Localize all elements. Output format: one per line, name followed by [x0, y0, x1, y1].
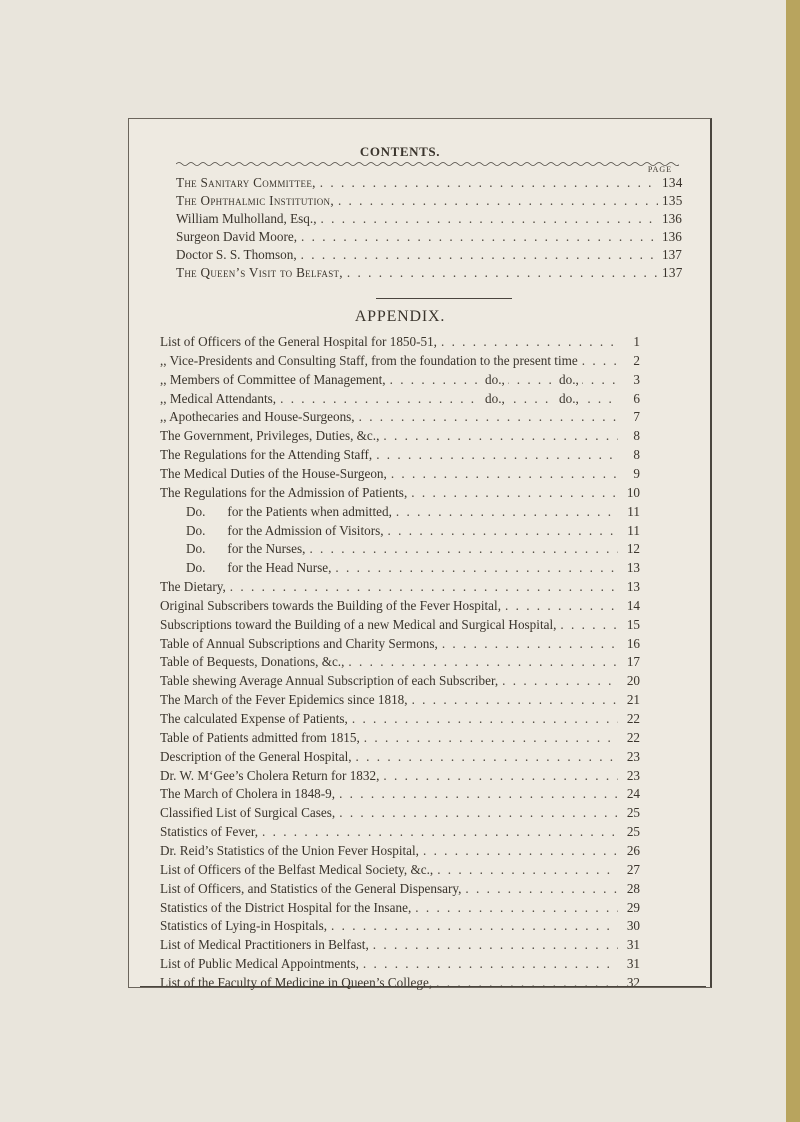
ditto-mark: do.,	[556, 372, 582, 388]
appendix-entry	[160, 654, 640, 672]
appendix-entry	[160, 428, 640, 446]
appendix-entry	[160, 768, 640, 786]
entry-page: 10	[626, 484, 640, 500]
entry-page: 137	[662, 265, 683, 280]
appendix-entry	[160, 409, 640, 427]
contents-title: CONTENTS.	[359, 144, 441, 159]
appendix-entry	[160, 598, 640, 616]
entry-page: 6	[633, 390, 640, 406]
entry-page: 23	[626, 767, 640, 783]
appendix-entry	[160, 673, 640, 691]
entry-page: 25	[626, 824, 640, 840]
entry-label: List of Public Medical Appointments,	[160, 956, 359, 972]
entry-page: 8	[633, 447, 640, 463]
entry-label: ,, Medical Attendants,	[160, 390, 277, 406]
entry-page: 20	[626, 673, 640, 689]
entry-label: List of Officers, and Statistics of the General Dispensary,	[160, 880, 462, 896]
entry-label: The Medical Duties of the House-Surgeon,	[160, 465, 387, 481]
appendix-entry	[160, 636, 640, 654]
entry-label: Dr. W. M‘Gee’s Cholera Return for 1832,	[160, 767, 380, 783]
entry-page: 24	[626, 786, 640, 802]
appendix-entry	[160, 711, 640, 729]
entry-label: Statistics of Fever,	[160, 824, 258, 840]
entry-label: Statistics of Lying-in Hospitals,	[160, 918, 328, 934]
entry-page: 12	[626, 541, 640, 557]
entry-label: The Ophthalmic Institution,	[176, 193, 334, 208]
contents-entry	[176, 247, 680, 265]
appendix-entry	[160, 749, 640, 767]
entry-label: List of the Faculty of Medicine in Queen’s College,	[160, 974, 433, 990]
entry-label: List of Officers of the Belfast Medical Society, &c.,	[160, 861, 434, 877]
entry-label: Do.	[186, 541, 206, 557]
entry-page: 13	[626, 560, 640, 576]
entry-page: 136	[662, 211, 682, 226]
appendix-entry	[160, 824, 640, 842]
entry-label: The Regulations for the Attending Staff,	[160, 447, 373, 463]
entry-label: The March of Cholera in 1848-9,	[160, 786, 336, 802]
appendix-entry	[160, 918, 640, 936]
appendix-entry	[160, 900, 640, 918]
entry-label: List of Officers of the General Hospital for 1850-51,	[160, 334, 437, 349]
appendix-entry	[160, 786, 640, 804]
entry-page: 9	[633, 465, 640, 481]
entry-page: 136	[662, 229, 682, 244]
appendix-title: APPENDIX.	[354, 308, 446, 325]
entry-page: 1	[633, 334, 640, 349]
entry-label: Do.	[186, 503, 206, 519]
entry-label: Doctor S. S. Thomson,	[176, 247, 297, 262]
entry-page: 27	[626, 861, 640, 877]
appendix-entry	[160, 391, 640, 409]
entry-page: 31	[626, 956, 640, 972]
entry-label: The Regulations for the Admission of Patients,	[160, 484, 408, 500]
entry-page: 16	[626, 635, 640, 651]
entry-page: 21	[626, 692, 640, 708]
section-divider	[376, 298, 512, 299]
appendix-entry	[160, 447, 640, 465]
appendix-entry	[160, 843, 640, 861]
entry-page: 3	[633, 371, 640, 387]
entry-page: 23	[626, 748, 640, 764]
entry-label: The March of the Fever Epidemics since 1818,	[160, 692, 408, 708]
entry-label: Subscriptions toward the Building of a new Medical and Surgical Hospital,	[160, 616, 557, 632]
entry-label: Table shewing Average Annual Subscription of each Subscriber,	[160, 673, 499, 689]
page-column-label: PAGE	[647, 165, 673, 174]
entry-label: Surgeon David Moore,	[176, 229, 297, 244]
entry-page: 30	[626, 918, 640, 934]
book-spine-edge	[786, 0, 800, 1122]
contents-entry	[176, 193, 683, 211]
appendix-entry	[186, 523, 640, 541]
appendix-entry	[160, 579, 640, 597]
appendix-entry	[160, 334, 640, 352]
entry-page: 29	[626, 899, 640, 915]
entry-label: The Government, Privileges, Duties, &c.,	[160, 428, 380, 444]
entry-sublabel: for the Head Nurse,	[227, 560, 332, 576]
entry-sublabel: for the Nurses,	[227, 541, 306, 557]
entry-page: 13	[626, 579, 640, 595]
contents-entry	[176, 211, 680, 229]
entry-label: William Mulholland, Esq.,	[176, 211, 317, 226]
appendix-entry	[160, 805, 640, 823]
ditto-mark: do.,	[482, 372, 508, 388]
appendix-entry	[160, 881, 640, 899]
entry-page: 11	[627, 522, 640, 538]
entry-label: Table of Annual Subscriptions and Charity Sermons,	[160, 635, 438, 651]
entry-page: 7	[633, 409, 640, 425]
ditto-mark: do.,	[556, 391, 582, 407]
entry-label: Classified List of Surgical Cases,	[160, 805, 336, 821]
appendix-entry	[160, 466, 640, 484]
entry-page: 11	[627, 503, 640, 519]
appendix-entry	[160, 617, 640, 635]
entry-label: The Queen’s Visit to Belfast,	[176, 265, 343, 280]
appendix-entry	[160, 975, 640, 993]
entry-page: 32	[626, 974, 640, 990]
entry-page: 2	[633, 352, 640, 368]
entry-page: 28	[626, 880, 640, 896]
entry-label: Description of the General Hospital,	[160, 748, 352, 764]
entry-label: ,, Apothecaries and House-Surgeons,	[160, 409, 355, 425]
entry-label: The Dietary,	[160, 579, 226, 595]
entry-page: 26	[626, 842, 640, 858]
entry-page: 22	[626, 729, 640, 745]
entry-label: The Sanitary Committee,	[176, 175, 316, 190]
contents-entry	[176, 229, 680, 247]
entry-label: Do.	[186, 560, 206, 576]
contents-entry	[176, 175, 683, 193]
entry-page: 8	[633, 428, 640, 444]
entry-page: 17	[626, 654, 640, 670]
appendix-entry	[160, 730, 640, 748]
entry-label: Table of Patients admitted from 1815,	[160, 729, 360, 745]
decorative-wavy-rule	[176, 160, 679, 168]
appendix-entry	[186, 504, 640, 522]
entry-label: Original Subscribers towards the Building of the Fever Hospital,	[160, 597, 501, 613]
entry-page: 134	[662, 175, 683, 190]
appendix-entry	[160, 485, 640, 503]
appendix-entry	[160, 353, 640, 371]
entry-label: Dr. Reid’s Statistics of the Union Fever Hospital,	[160, 842, 419, 858]
appendix-entry	[186, 541, 640, 559]
entry-label: The calculated Expense of Patients,	[160, 711, 348, 726]
entry-label: List of Medical Practitioners in Belfast,	[160, 937, 369, 953]
entry-label: ,, Members of Committee of Management,	[160, 371, 386, 387]
entry-page: 22	[626, 711, 640, 726]
entry-label: ,, Vice-Presidents and Consulting Staff, from the foundation to the present time	[160, 352, 578, 368]
entry-page: 25	[626, 805, 640, 821]
entry-page: 135	[662, 193, 683, 208]
appendix-entry	[160, 372, 640, 390]
entry-label: Statistics of the District Hospital for the Insane,	[160, 899, 412, 915]
appendix-entry	[186, 560, 640, 578]
ditto-mark: do.,	[482, 391, 508, 407]
entry-sublabel: for the Patients when admitted,	[227, 503, 392, 519]
appendix-entry	[160, 937, 640, 955]
entry-page: 15	[626, 616, 640, 632]
appendix-entry	[160, 692, 640, 710]
entry-label: Do.	[186, 522, 206, 538]
appendix-entry	[160, 862, 640, 880]
entry-page: 137	[662, 247, 682, 262]
entry-page: 14	[626, 597, 640, 613]
page-bottom-rule	[140, 986, 706, 987]
entry-label: Table of Bequests, Donations, &c.,	[160, 654, 345, 670]
entry-sublabel: for the Admission of Visitors,	[227, 522, 384, 538]
entry-page: 31	[626, 937, 640, 953]
contents-entry	[176, 265, 683, 283]
appendix-entry	[160, 956, 640, 974]
